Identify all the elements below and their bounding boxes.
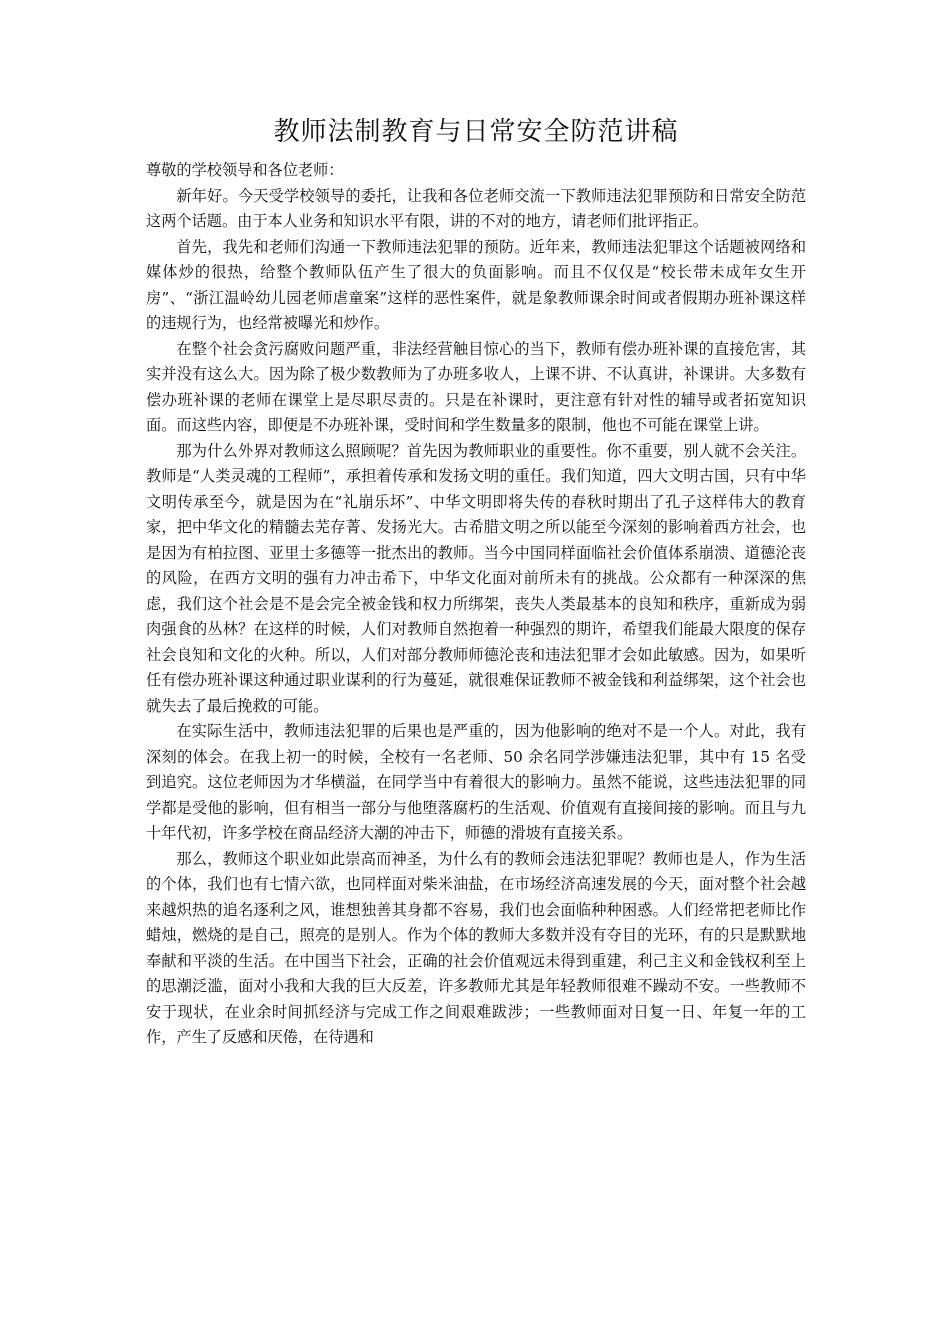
paragraph-3: 在整个社会贪污腐败问题严重，非法经营触目惊心的当下，教师有偿办班补课的直接危害，其实并没有这么大。因为除了极少数教师为了办班多收人，上课不讲、不认真讲，补课讲。大多数有偿办班补课的老师在课堂上是尽职尽责的。只是在补课时，更注意有针对性的辅导或者拓宽知识面。而这些内容，即便是不办班补课，受时间和学生数量多的限制，他也不可能在课堂上讲。 bbox=[146, 339, 806, 434]
paragraph-5: 在实际生活中，教师违法犯罪的后果也是严重的，因为他影响的绝对不是一个人。对此，我有深刻的体会。在我上初一的时候，全校有一名老师、50 余名同学涉嫌违法犯罪，其中有 15 名受到追究。这位老师因为才华横溢，在同学当中有着很大的影响力。虽然不能说，这些违法犯罪的同学都是受他的影响，但有相当一部分与他堕落腐朽的生活观、价值观有直接间接的影响。而且与九十年代初，许多学校在商品经济大潮的冲击下，师德的滑坡有直接关系。 bbox=[146, 722, 806, 842]
paragraph-1: 新年好。今天受学校领导的委托，让我和各位老师交流一下教师违法犯罪预防和日常安全防范这两个话题。由于本人业务和知识水平有限，讲的不对的地方，请老师们批评指正。 bbox=[146, 186, 806, 230]
document-title: 教师法制教育与日常安全防范讲稿 bbox=[273, 117, 679, 147]
salutation: 尊敬的学校领导和各位老师： bbox=[146, 161, 344, 179]
paragraph-4: 那为什么外界对教师这么照顾呢？首先因为教师职业的重要性。你不重要，别人就不会关注。教师是“人类灵魂的工程师”，承担着传承和发扬文明的重任。我们知道，四大文明古国，只有中华文明传承至今，就是因为在“礼崩乐坏”、中华文明即将失传的春秋时期出了孔子这样伟大的教育家，把中华文化的精髓去芜存菁、发扬光大。古希腊文明之所以能至今深刻的影响着西方社会，也是因为有柏拉图、亚里士多德等一批杰出的教师。当今中国同样面临社会价值体系崩溃、道德沦丧的风险，在西方文明的强有力冲击希下，中华文化面对前所未有的挑战。公众都有一种深深的焦虑，我们这个社会是不是会完全被金钱和权力所绑架，丧失人类最基本的良知和秩序，重新成为弱肉强食的丛林？在这样的时候，人们对教师自然抱着一种强烈的期许，希望我们能最大限度的保存社会良知和文化的火种。所以，人们对部分教师师德沦丧和违法犯罪才会如此敏感。因为，如果听任有偿办班补课这种通过职业谋利的行为蔓延，就很难保证教师不被金钱和利益绑架，这个社会也就失去了最后挽救的可能。 bbox=[146, 441, 806, 715]
paragraph-2: 首先，我先和老师们沟通一下教师违法犯罪的预防。近年来，教师违法犯罪这个话题被网络和媒体炒的很热，给整个教师队伍产生了很大的负面影响。而且不仅仅是“校长带未成年女生开房”、“浙江温岭幼儿园老师虐童案”这样的恶性案件，就是象教师课余时间或者假期办班补课这样的违规行为，也经常被曝光和炒作。 bbox=[146, 237, 806, 332]
document-page bbox=[146, 112, 806, 1051]
paragraph-6: 那么，教师这个职业如此崇高而神圣，为什么有的教师会违法犯罪呢？教师也是人，作为生活的个体，我们也有七情六欲，也同样面对柴米油盐，在市场经济高速发展的今天，面对整个社会越来越炽热的追名逐利之风，谁想独善其身都不容易，我们也会面临种种困惑。人们经常把老师比作蜡烛，燃烧的是自己，照亮的是别人。作为个体的教师大多数并没有夺目的光环，有的只是默默地奉献和平淡的生活。在中国当下社会，正确的社会价值观远未得到重建，利己主义和金钱权利至上的思潮泛滥，面对小我和大我的巨大反差，许多教师尤其是年轻教师很难不躁动不安。一些教师不安于现状，在业余时间抓经济与完成工作之间艰难跋涉；一些教师面对日复一日、年复一年的工作，产生了反感和厌倦，在待遇和 bbox=[146, 849, 806, 1046]
